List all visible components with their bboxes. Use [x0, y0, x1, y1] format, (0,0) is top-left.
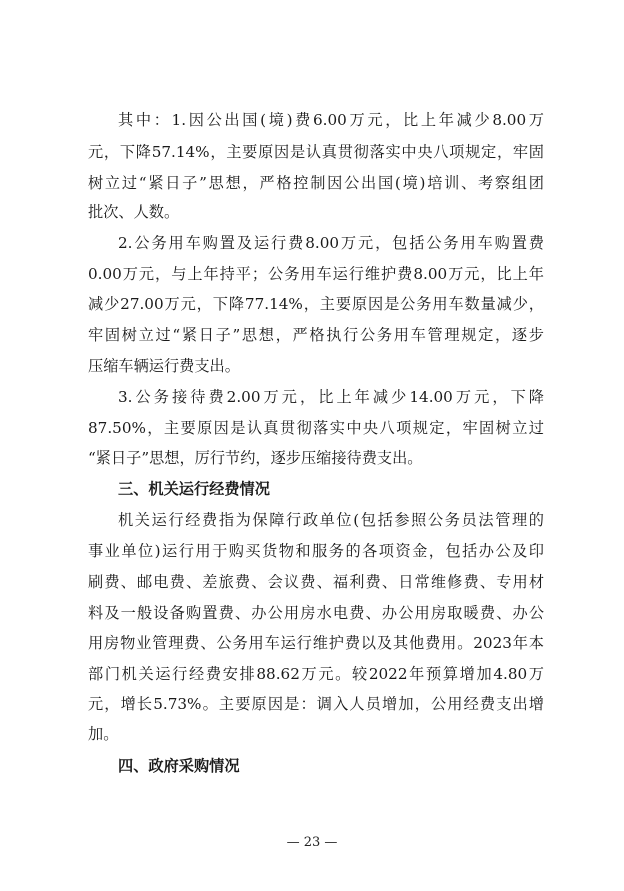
section-heading-3: 三、机关运行经费情况 — [118, 480, 270, 498]
paragraph-2-line-2: 0.00万元，与上年持平；公务用车运行维护费8.00万元，比上年 — [88, 265, 544, 283]
paragraph-1-line-1: 其中：1.因公出国(境)费6.00万元，比上年减少8.00万 — [118, 111, 544, 129]
paragraph-1-line-3: 树立过“紧日子”思想，严格控制因公出国(境)培训、考察组团 — [88, 174, 544, 192]
paragraph-1-line-4: 批次、人数。 — [88, 203, 180, 221]
paragraph-3-line-1: 3.公务接待费2.00万元，比上年减少14.00万元，下降 — [118, 388, 544, 406]
paragraph-4-line-5: 用房物业管理费、公务用车运行维护费以及其他费用。2023年本 — [88, 634, 544, 652]
paragraph-4-line-2: 事业单位)运行用于购买货物和服务的各项资金，包括办公及印 — [88, 542, 544, 560]
paragraph-2-line-1: 2.公务用车购置及运行费8.00万元，包括公务用车购置费 — [118, 234, 544, 252]
paragraph-4-line-6: 部门机关运行经费安排88.62万元。较2022年预算增加4.80万 — [88, 665, 544, 683]
page-number: — 23 — — [286, 835, 338, 850]
paragraph-2-line-5: 压缩车辆运行费支出。 — [88, 357, 240, 375]
paragraph-3-line-3: “紧日子”思想，厉行节约，逐步压缩接待费支出。 — [88, 449, 423, 467]
paragraph-4-line-4: 料及一般设备购置费、办公用房水电费、办公用房取暖费、办公 — [88, 604, 544, 622]
section-heading-4: 四、政府采购情况 — [118, 757, 240, 775]
paragraph-1-line-2: 元，下降57.14%，主要原因是认真贯彻落实中央八项规定，牢固 — [88, 143, 544, 161]
paragraph-4-line-8: 加。 — [88, 725, 119, 743]
paragraph-4-line-3: 刷费、邮电费、差旅费、会议费、福利费、日常维修费、专用材 — [88, 573, 544, 591]
paragraph-3-line-2: 87.50%，主要原因是认真贯彻落实中央八项规定，牢固树立过 — [88, 419, 544, 437]
paragraph-4-line-7: 元，增长5.73%。主要原因是：调入人员增加，公用经费支出增 — [88, 695, 544, 713]
paragraph-2-line-4: 牢固树立过“紧日子”思想，严格执行公务用车管理规定，逐步 — [88, 326, 544, 344]
paragraph-4-line-1: 机关运行经费指为保障行政单位(包括参照公务员法管理的 — [118, 511, 544, 529]
paragraph-2-line-3: 减少27.00万元，下降77.14%，主要原因是公务用车数量减少， — [88, 295, 544, 313]
